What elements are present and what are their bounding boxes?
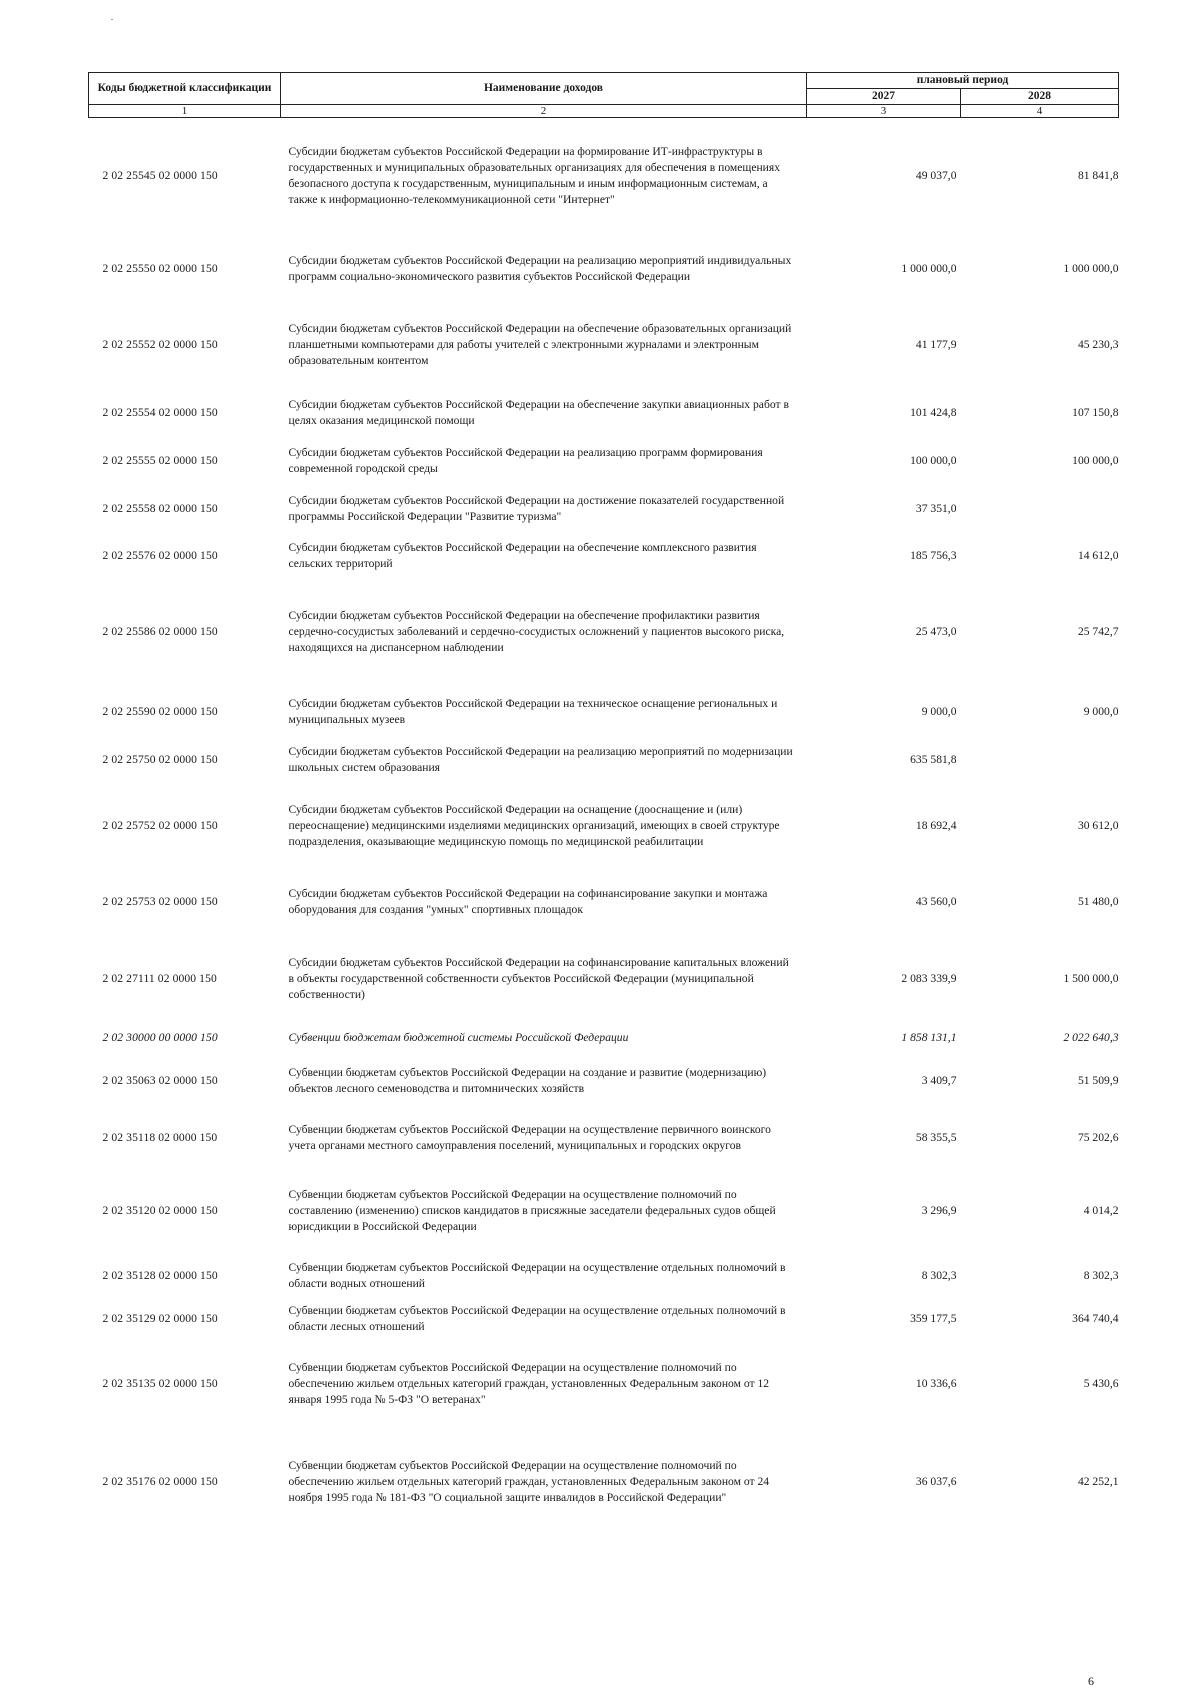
row-code: 2 02 25554 02 0000 150 — [102, 405, 218, 419]
row-name: Субвенции бюджетам субъектов Российской Федерации на осуществление полномочий по обеспечению жильем отдельных категорий граждан, установленных Федеральным законом от 24 ноября 1995 года № 181-ФЗ "О социальной защите инвалидов в Российской Федерации" — [288, 1458, 770, 1504]
row-code: 2 02 25545 02 0000 150 — [102, 168, 218, 182]
row-name: Субвенции бюджетам субъектов Российской Федерации на создание и развитие (модернизацию) объектов лесного семеноводства и питомнических хозяйств — [288, 1065, 767, 1095]
row-name: Субсидии бюджетам субъектов Российской Федерации на софинансирование капитальных вложений в объекты государственной собственности субъектов Российской Федерации (муниципальной собственности) — [288, 955, 789, 1001]
row-name: Субвенции бюджетам бюджетной системы Российской Федерации — [288, 1030, 629, 1044]
row-name: Субвенции бюджетам субъектов Российской Федерации на осуществление первичного воинского учета органами местного самоуправления поселений, муниципальных и городских округов — [288, 1122, 771, 1152]
header-num-2: 2 — [281, 105, 807, 118]
row-value-2028 — [961, 737, 1119, 783]
table-row — [89, 1341, 1119, 1427]
row-value-2027: 101 424,8 — [910, 405, 957, 419]
row-value-2028: 1 000 000,0 — [1063, 261, 1119, 275]
row-value-2028: 364 740,4 — [1072, 1311, 1119, 1325]
row-name: Субсидии бюджетам субъектов Российской Федерации на обеспечение образовательных организаций планшетными компьютерами для работы учителей с электронными журналами и электронным образовательным контентом — [288, 322, 792, 367]
row-value-2027: 1 858 131,1 — [901, 1030, 957, 1044]
row-value-2027: 58 355,5 — [915, 1130, 957, 1144]
row-value-2027: 43 560,0 — [915, 894, 957, 908]
page-number: 6 — [1088, 1674, 1094, 1688]
row-code: 2 02 35118 02 0000 150 — [102, 1130, 218, 1144]
table-body — [89, 118, 1119, 1537]
row-value-2027: 2 083 339,9 — [901, 971, 957, 985]
row-value-2027: 49 037,0 — [915, 168, 957, 182]
row-name: Субсидии бюджетам субъектов Российской Федерации на обеспечение комплексного развития сельских территорий — [288, 540, 757, 570]
row-value-2028: 45 230,3 — [1077, 338, 1119, 351]
table-row — [89, 737, 1119, 783]
header-num-4: 4 — [961, 105, 1119, 118]
header-period: плановый период — [807, 73, 1119, 89]
header-name: Наименование доходов — [281, 73, 807, 105]
row-value-2027: 359 177,5 — [910, 1311, 957, 1325]
row-name: Субсидии бюджетам субъектов Российской Федерации на оснащение (дооснащение и (или) переоснащение) медицинскими изделиями медицинских организаций, имеющих в своей структуре подразделения, оказывающие медицинскую помощь по медицинской реабилитации — [288, 802, 780, 848]
row-code: 2 02 25555 02 0000 150 — [102, 453, 218, 467]
row-value-2027: 3 409,7 — [921, 1073, 957, 1087]
row-code: 2 02 35120 02 0000 150 — [102, 1203, 218, 1217]
row-value-2028: 2 022 640,3 — [1063, 1030, 1119, 1044]
scan-speck — [111, 19, 113, 20]
row-name: Субсидии бюджетам субъектов Российской Федерации на реализацию программ формирования современной городской среды — [288, 445, 763, 475]
row-value-2028: 14 612,0 — [1077, 548, 1119, 562]
table-header — [89, 73, 1119, 118]
row-code: 2 02 25552 02 0000 150 — [102, 338, 218, 351]
table-row — [89, 687, 1119, 737]
row-code: 2 02 25753 02 0000 150 — [102, 894, 218, 908]
row-value-2028: 42 252,1 — [1077, 1474, 1119, 1488]
row-code: 2 02 25752 02 0000 150 — [102, 818, 218, 832]
table-row — [89, 783, 1119, 869]
row-value-2028: 9 000,0 — [1083, 704, 1119, 718]
row-code: 2 02 25558 02 0000 150 — [102, 501, 218, 515]
row-value-2028: 8 302,3 — [1083, 1268, 1119, 1282]
row-code: 2 02 27111 02 0000 150 — [102, 971, 217, 985]
table-row — [89, 439, 1119, 483]
row-value-2027: 10 336,6 — [915, 1376, 957, 1390]
row-value-2027: 25 473,0 — [915, 624, 957, 638]
row-value-2027: 9 000,0 — [921, 704, 957, 718]
row-code: 2 02 35128 02 0000 150 — [102, 1268, 218, 1282]
header-num-1: 1 — [89, 105, 281, 118]
row-name: Субвенции бюджетам субъектов Российской Федерации на осуществление полномочий по обеспечению жильем отдельных категорий граждан, установленных Федеральным законом от 12 января 1995 года № 5-ФЗ "О ветеранах" — [288, 1360, 770, 1406]
row-value-2028: 4 014,2 — [1083, 1203, 1119, 1217]
row-value-2028: 25 742,7 — [1077, 624, 1119, 638]
row-value-2028: 75 202,6 — [1077, 1130, 1119, 1144]
header-code: Коды бюджетной классификации — [89, 73, 281, 105]
row-code: 2 02 25550 02 0000 150 — [102, 261, 218, 275]
row-value-2027: 41 177,9 — [915, 338, 957, 351]
row-code: 2 02 35129 02 0000 150 — [102, 1311, 218, 1325]
row-code: 2 02 25590 02 0000 150 — [102, 704, 218, 718]
row-value-2028: 100 000,0 — [1072, 453, 1119, 467]
row-value-2028 — [961, 483, 1119, 535]
row-name: Субвенции бюджетам субъектов Российской Федерации на осуществление отдельных полномочий в области водных отношений — [288, 1260, 786, 1290]
table-row — [89, 1023, 1119, 1053]
row-code: 2 02 35176 02 0000 150 — [102, 1474, 218, 1488]
row-value-2028: 51 509,9 — [1077, 1073, 1119, 1087]
row-code: 2 02 35135 02 0000 150 — [102, 1376, 218, 1390]
row-name: Субвенции бюджетам субъектов Российской Федерации на осуществление отдельных полномочий в области лесных отношений — [288, 1303, 786, 1333]
revenue-table — [88, 72, 1119, 1537]
row-name: Субсидии бюджетам субъектов Российской Федерации на обеспечение профилактики развития сердечно-сосудистых заболеваний и сердечно-сосудистых осложнений у пациентов высокого риска, находящихся на диспансерном наблюдении — [288, 608, 785, 654]
row-code: 2 02 25750 02 0000 150 — [102, 752, 218, 766]
table-row — [89, 535, 1119, 577]
table-row — [89, 1255, 1119, 1297]
table-row — [89, 1167, 1119, 1255]
row-value-2028: 107 150,8 — [1072, 405, 1119, 419]
row-value-2027: 100 000,0 — [910, 453, 957, 467]
row-value-2028: 81 841,8 — [1077, 168, 1119, 182]
table-row — [89, 869, 1119, 935]
row-value-2027: 36 037,6 — [915, 1474, 957, 1488]
table-row — [89, 483, 1119, 535]
header-year-2028: 2028 — [961, 89, 1119, 105]
row-name: Субвенции бюджетам субъектов Российской Федерации на осуществление полномочий по составлению (изменению) списков кандидатов в присяжные заседатели федеральных судов общей юрисдикции в Российской Федерации — [288, 1187, 776, 1233]
table-row — [89, 118, 1119, 234]
row-code: 2 02 25576 02 0000 150 — [102, 548, 218, 562]
table-row — [89, 1109, 1119, 1167]
table-row — [89, 1427, 1119, 1537]
header-num-3: 3 — [807, 105, 961, 118]
table-row — [89, 304, 1119, 387]
row-name: Субсидии бюджетам субъектов Российской Федерации на техническое оснащение региональных и муниципальных музеев — [288, 696, 778, 726]
table-row — [89, 935, 1119, 1023]
row-code: 2 02 25586 02 0000 150 — [102, 624, 218, 638]
row-value-2027: 37 351,0 — [915, 501, 957, 515]
row-value-2028: 51 480,0 — [1077, 894, 1119, 908]
row-value-2027: 1 000 000,0 — [901, 261, 957, 275]
row-name: Субсидии бюджетам субъектов Российской Федерации на софинансирование закупки и монтажа оборудования для создания "умных" спортивных площадок — [288, 886, 768, 916]
table-row — [89, 1297, 1119, 1341]
row-value-2028: 5 430,6 — [1083, 1376, 1119, 1390]
row-name: Субсидии бюджетам субъектов Российской Федерации на реализацию мероприятий индивидуальных программ социально-экономического развития субъектов Российской Федерации — [288, 253, 792, 283]
header-year-2027: 2027 — [807, 89, 961, 105]
row-code: 2 02 30000 00 0000 150 — [102, 1030, 218, 1044]
row-value-2027: 635 581,8 — [910, 752, 957, 766]
row-name: Субсидии бюджетам субъектов Российской Федерации на реализацию мероприятий по модернизации школьных систем образования — [288, 744, 793, 774]
row-name: Субсидии бюджетам субъектов Российской Федерации на обеспечение закупки авиационных работ в целях оказания медицинской помощи — [288, 397, 789, 427]
table-row — [89, 234, 1119, 304]
row-name: Субсидии бюджетам субъектов Российской Федерации на достижение показателей государственной программы Российской Федерации "Развитие туризма" — [288, 493, 785, 523]
row-name: Субсидии бюджетам субъектов Российской Федерации на формирование ИТ-инфраструктуры в государственных и муниципальных образовательных организациях для обеспечения в помещениях безопасного доступа к государственным, муниципальным и иным информационным системам, а также к информационно-телекоммуникационной сети "Интернет" — [288, 144, 780, 206]
table-row — [89, 577, 1119, 687]
row-value-2027: 18 692,4 — [915, 818, 957, 832]
table-row — [89, 1053, 1119, 1109]
row-code: 2 02 35063 02 0000 150 — [102, 1073, 218, 1087]
row-value-2028: 30 612,0 — [1077, 818, 1119, 832]
row-value-2027: 185 756,3 — [910, 548, 957, 562]
table-row — [89, 387, 1119, 439]
document-page — [88, 72, 1118, 1537]
row-value-2027: 8 302,3 — [921, 1268, 957, 1282]
row-value-2028: 1 500 000,0 — [1063, 971, 1119, 985]
row-value-2027: 3 296,9 — [921, 1203, 957, 1217]
